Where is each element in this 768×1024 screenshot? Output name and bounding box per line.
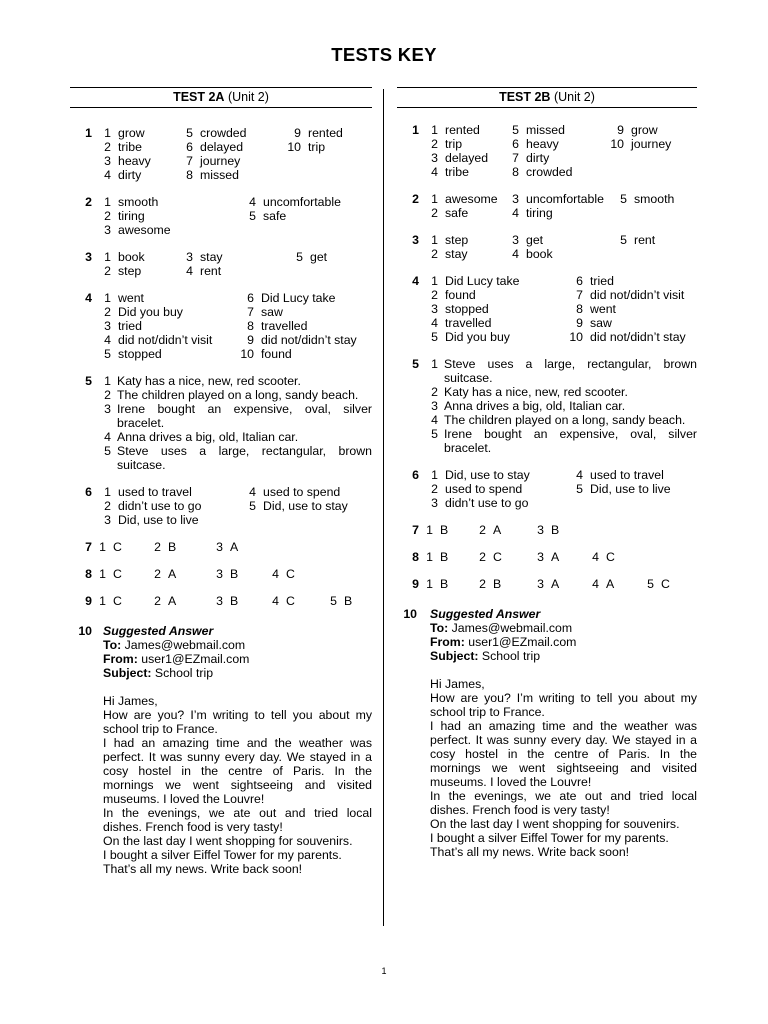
- item-number: 4: [431, 165, 438, 179]
- question-number: 4: [412, 274, 419, 288]
- item-number: 4: [249, 485, 256, 499]
- item-number: 2: [154, 540, 161, 554]
- answer: rented: [445, 123, 480, 137]
- suggested-answer-label: Suggested Answer: [103, 624, 214, 638]
- suggested-answer-label: Suggested Answer: [430, 607, 541, 621]
- question-number: 5: [85, 374, 92, 388]
- item-number: 2: [104, 499, 111, 513]
- answer: C: [286, 567, 295, 581]
- to-label: To:: [103, 638, 122, 652]
- item-number: 4: [249, 195, 256, 209]
- question-number: 3: [85, 250, 92, 264]
- question-number: 7: [85, 540, 92, 554]
- to-value: James@webmail.com: [121, 638, 246, 652]
- test-2b-q1: [397, 123, 697, 179]
- item-number: 1: [431, 357, 438, 371]
- answer: Anna drives a big, old, Italian car.: [117, 430, 299, 444]
- item-number: 3: [537, 550, 544, 564]
- item-number: 2: [104, 305, 111, 319]
- answer: B: [168, 540, 177, 554]
- test-2a-q2: [70, 195, 372, 237]
- item-number: 2: [479, 523, 486, 537]
- answer: get: [310, 250, 328, 264]
- answer: missed: [200, 168, 239, 182]
- item-number: 6: [512, 137, 519, 151]
- column-divider: [383, 89, 384, 926]
- item-number: 8: [247, 319, 254, 333]
- answer: trip: [445, 137, 463, 151]
- test-2a-heading-bold: TEST 2A: [173, 90, 225, 104]
- item-number: 5: [431, 427, 438, 441]
- answer: A: [606, 577, 615, 591]
- item-number: 10: [610, 137, 624, 151]
- answer: Did, use to live: [118, 513, 199, 527]
- item-number: 2: [431, 482, 438, 496]
- answer: step: [445, 233, 469, 247]
- item-number: 7: [512, 151, 519, 165]
- answer: safe: [263, 209, 287, 223]
- test-2a-q6: [70, 485, 372, 527]
- answer: awesome: [445, 192, 498, 206]
- answer: found: [261, 347, 292, 361]
- item-number: 5: [330, 594, 337, 608]
- test-2a-q5: [70, 374, 372, 472]
- test-2b-q7: [397, 523, 697, 537]
- answer: get: [526, 233, 544, 247]
- answer: B: [440, 577, 449, 591]
- answer: safe: [445, 206, 469, 220]
- answer: Steve uses a large, rectangular, brown suitcase.: [117, 444, 372, 472]
- answer: Did, use to stay: [445, 468, 530, 482]
- item-number: 6: [576, 274, 583, 288]
- question-number: 3: [412, 233, 419, 247]
- answer: rent: [634, 233, 656, 247]
- item-number: 3: [104, 513, 111, 527]
- answer: C: [493, 550, 502, 564]
- item-number: 7: [186, 154, 193, 168]
- item-number: 1: [431, 192, 438, 206]
- answer: dirty: [526, 151, 550, 165]
- item-number: 3: [186, 250, 193, 264]
- item-number: 1: [104, 126, 111, 140]
- answer: stopped: [445, 302, 489, 316]
- item-number: 9: [576, 316, 583, 330]
- answer: B: [344, 594, 353, 608]
- item-number: 1: [431, 123, 438, 137]
- answer: uncomfortable: [526, 192, 604, 206]
- item-number: 4: [272, 594, 279, 608]
- answer: C: [606, 550, 615, 564]
- answer: stopped: [118, 347, 162, 361]
- item-number: 4: [186, 264, 193, 278]
- test-2a-q1: [70, 126, 372, 182]
- item-number: 4: [104, 333, 111, 347]
- answer: tribe: [445, 165, 469, 179]
- question-number: 5: [412, 357, 419, 371]
- item-number: 1: [104, 250, 111, 264]
- answer: Did Lucy take: [261, 291, 336, 305]
- letter-paragraph: On the last day I went shopping for souvenirs.: [103, 834, 353, 848]
- item-number: 2: [479, 550, 486, 564]
- item-number: 3: [431, 399, 438, 413]
- test-2b-q4: [397, 274, 697, 344]
- item-number: 3: [537, 523, 544, 537]
- question-number: 8: [85, 567, 92, 581]
- item-number: 5: [186, 126, 193, 140]
- item-number: 3: [431, 302, 438, 316]
- from-label: From:: [103, 652, 138, 666]
- item-number: 5: [512, 123, 519, 137]
- answer: grow: [118, 126, 145, 140]
- test-2a-q7: [70, 540, 372, 554]
- subject-label: Subject:: [103, 666, 152, 680]
- item-number: 1: [426, 523, 433, 537]
- answer: A: [493, 523, 502, 537]
- answer: tried: [118, 319, 142, 333]
- test-2a-column: [70, 87, 372, 876]
- question-number: 6: [412, 468, 419, 482]
- letter-paragraph: How are you? I’m writing to tell you about my school trip to France.: [103, 708, 372, 736]
- item-number: 2: [104, 264, 111, 278]
- answer: Did you buy: [445, 330, 510, 344]
- answer: C: [286, 594, 295, 608]
- item-number: 3: [512, 192, 519, 206]
- answer: did not/didn’t visit: [118, 333, 213, 347]
- test-2a-q3: [70, 250, 372, 278]
- answer: Did, use to stay: [263, 499, 348, 513]
- answer: went: [590, 302, 616, 316]
- answer: rent: [200, 264, 222, 278]
- test-2b-q9: [397, 577, 697, 591]
- letter-paragraph: I bought a silver Eiffel Tower for my parents.: [103, 848, 342, 862]
- answer: tiring: [526, 206, 553, 220]
- test-2a-q10: [70, 624, 372, 876]
- test-2b-heading-bold: TEST 2B: [499, 90, 551, 104]
- answer: didn’t use to go: [118, 499, 202, 513]
- answer: crowded: [526, 165, 573, 179]
- from-label: From:: [430, 635, 465, 649]
- answer: saw: [590, 316, 612, 330]
- letter-paragraph: I had an amazing time and the weather was perfect. It was sunny every day. We stayed in a cosy hostel in the centre of Paris. In the mornings we went sightseeing and visited museums. I loved the Louvre!: [103, 736, 372, 806]
- item-number: 9: [247, 333, 254, 347]
- item-number: 1: [104, 195, 111, 209]
- item-number: 4: [512, 206, 519, 220]
- answer: A: [551, 550, 560, 564]
- item-number: 8: [576, 302, 583, 316]
- from-value: user1@EZmail.com: [464, 635, 577, 649]
- answer: did not/didn’t visit: [590, 288, 685, 302]
- answer: did not/didn’t stay: [590, 330, 686, 344]
- answer: Did, use to live: [590, 482, 671, 496]
- question-number: 9: [85, 594, 92, 608]
- letter-body: [103, 694, 372, 876]
- item-number: 2: [431, 385, 438, 399]
- answer: did not/didn’t stay: [261, 333, 357, 347]
- item-number: 9: [294, 126, 301, 140]
- item-number: 2: [431, 206, 438, 220]
- answer: missed: [526, 123, 565, 137]
- item-number: 1: [99, 594, 106, 608]
- answer: used to travel: [590, 468, 664, 482]
- answer: delayed: [200, 140, 244, 154]
- item-number: 3: [512, 233, 519, 247]
- item-number: 5: [249, 499, 256, 513]
- answer: journey: [631, 137, 672, 151]
- item-number: 2: [431, 288, 438, 302]
- letter-paragraph: In the evenings, we ate out and tried local dishes. French food is very tasty!: [103, 806, 372, 834]
- question-number: 2: [85, 195, 92, 209]
- letter-greeting: Hi James,: [430, 677, 485, 691]
- letter-paragraph: How are you? I’m writing to tell you about my school trip to France.: [430, 691, 697, 719]
- item-number: 3: [104, 402, 111, 416]
- item-number: 7: [247, 305, 254, 319]
- item-number: 3: [104, 223, 111, 237]
- answer: tribe: [118, 140, 142, 154]
- item-number: 2: [154, 594, 161, 608]
- item-number: 2: [154, 567, 161, 581]
- item-number: 8: [512, 165, 519, 179]
- answer: rented: [308, 126, 343, 140]
- answer: tried: [590, 274, 614, 288]
- answer: Anna drives a big, old, Italian car.: [444, 399, 626, 413]
- test-2a-heading: [70, 87, 372, 108]
- item-number: 1: [104, 291, 111, 305]
- subject-value: School trip: [151, 666, 214, 680]
- answer: stay: [200, 250, 223, 264]
- answer: found: [445, 288, 476, 302]
- answer: book: [118, 250, 145, 264]
- item-number: 3: [216, 594, 223, 608]
- answer: smooth: [634, 192, 675, 206]
- item-number: 3: [431, 151, 438, 165]
- item-number: 2: [104, 209, 111, 223]
- answer: dirty: [118, 168, 142, 182]
- item-number: 5: [431, 330, 438, 344]
- answer: A: [168, 594, 177, 608]
- answer: grow: [631, 123, 658, 137]
- answer: A: [551, 577, 560, 591]
- answer: used to travel: [118, 485, 192, 499]
- item-number: 2: [104, 388, 111, 402]
- item-number: 1: [99, 567, 106, 581]
- item-number: 5: [576, 482, 583, 496]
- answer: saw: [261, 305, 283, 319]
- answer: Katy has a nice, new, red scooter.: [117, 374, 301, 388]
- answer: C: [113, 594, 122, 608]
- answer: B: [551, 523, 560, 537]
- item-number: 2: [431, 247, 438, 261]
- letter-body: [430, 677, 697, 859]
- item-number: 1: [99, 540, 106, 554]
- page-title: TESTS KEY: [331, 44, 437, 65]
- item-number: 4: [431, 316, 438, 330]
- answer: didn’t use to go: [445, 496, 529, 510]
- item-number: 5: [249, 209, 256, 223]
- test-2b-q8: [397, 550, 697, 564]
- question-number: 8: [412, 550, 419, 564]
- item-number: 1: [426, 550, 433, 564]
- answer: went: [118, 291, 144, 305]
- item-number: 8: [186, 168, 193, 182]
- answer: B: [230, 567, 239, 581]
- answer: Steve uses a large, rectangular, brown suitcase.: [444, 357, 697, 385]
- item-number: 6: [186, 140, 193, 154]
- answer: C: [661, 577, 670, 591]
- letter-paragraph: I bought a silver Eiffel Tower for my parents.: [430, 831, 669, 845]
- answer: awesome: [118, 223, 171, 237]
- answer: heavy: [118, 154, 151, 168]
- question-number: 9: [412, 577, 419, 591]
- answer: used to spend: [445, 482, 523, 496]
- answer: A: [168, 567, 177, 581]
- item-number: 4: [104, 430, 111, 444]
- item-number: 1: [104, 485, 111, 499]
- question-number: 7: [412, 523, 419, 537]
- question-number: 10: [403, 607, 417, 621]
- item-number: 10: [569, 330, 583, 344]
- answer: delayed: [445, 151, 489, 165]
- item-number: 1: [431, 468, 438, 482]
- item-number: 3: [216, 540, 223, 554]
- answer: B: [230, 594, 239, 608]
- answer: B: [440, 523, 449, 537]
- answer: Katy has a nice, new, red scooter.: [444, 385, 628, 399]
- test-2b-q5: [397, 357, 697, 455]
- item-number: 3: [537, 577, 544, 591]
- answer: tiring: [118, 209, 145, 223]
- answer: A: [230, 540, 239, 554]
- answer: step: [118, 264, 142, 278]
- item-number: 1: [426, 577, 433, 591]
- test-2a-q9: [70, 594, 372, 608]
- answer: travelled: [445, 316, 492, 330]
- item-number: 2: [104, 140, 111, 154]
- answer: B: [440, 550, 449, 564]
- item-number: 1: [431, 233, 438, 247]
- question-number: 1: [85, 126, 92, 140]
- letter-paragraph: That’s all my news. Write back soon!: [103, 862, 303, 876]
- item-number: 6: [247, 291, 254, 305]
- item-number: 4: [104, 168, 111, 182]
- item-number: 5: [104, 347, 111, 361]
- item-number: 2: [431, 137, 438, 151]
- answer: C: [113, 540, 122, 554]
- answer: Did you buy: [118, 305, 183, 319]
- answer: journey: [200, 154, 241, 168]
- item-number: 5: [620, 192, 627, 206]
- test-2b-heading-unit: (Unit 2): [550, 90, 595, 104]
- item-number: 1: [104, 374, 111, 388]
- item-number: 10: [240, 347, 254, 361]
- item-number: 4: [431, 413, 438, 427]
- item-number: 4: [592, 577, 599, 591]
- test-2b-q6: [397, 468, 697, 510]
- answer: C: [113, 567, 122, 581]
- item-number: 3: [104, 154, 111, 168]
- answer: The children played on a long, sandy beach.: [444, 413, 686, 427]
- test-2a-heading-unit: (Unit 2): [224, 90, 269, 104]
- question-number: 1: [412, 123, 419, 137]
- letter-paragraph: That’s all my news. Write back soon!: [430, 845, 630, 859]
- item-number: 2: [479, 577, 486, 591]
- answer: book: [526, 247, 553, 261]
- answer: travelled: [261, 319, 308, 333]
- answer: B: [493, 577, 502, 591]
- question-number: 10: [78, 624, 92, 638]
- item-number: 5: [647, 577, 654, 591]
- page-number: 1: [381, 966, 387, 976]
- answer: smooth: [118, 195, 159, 209]
- letter-paragraph: I had an amazing time and the weather was perfect. It was sunny every day. We stayed in a cosy hostel in the centre of Paris. In the mornings we went sightseeing and visited museums. I loved the Louvre!: [430, 719, 697, 789]
- subject-value: School trip: [478, 649, 541, 663]
- item-number: 4: [592, 550, 599, 564]
- letter-paragraph: On the last day I went shopping for souvenirs.: [430, 817, 680, 831]
- test-2b-q10: [397, 607, 697, 859]
- test-2b-q3: [397, 233, 697, 261]
- test-2b-column: [397, 87, 697, 859]
- test-2b-q2: [397, 192, 697, 220]
- answer: stay: [445, 247, 468, 261]
- item-number: 4: [576, 468, 583, 482]
- letter-greeting: Hi James,: [103, 694, 158, 708]
- letter-paragraph: In the evenings, we ate out and tried local dishes. French food is very tasty!: [430, 789, 697, 817]
- to-value: James@webmail.com: [448, 621, 573, 635]
- answer: crowded: [200, 126, 247, 140]
- item-number: 1: [431, 274, 438, 288]
- test-2a-q4: [70, 291, 372, 361]
- item-number: 10: [287, 140, 301, 154]
- item-number: 4: [512, 247, 519, 261]
- answer: Irene bought an expensive, oval, silver bracelet.: [117, 402, 372, 430]
- answer: used to spend: [263, 485, 341, 499]
- question-number: 2: [412, 192, 419, 206]
- answer: heavy: [526, 137, 559, 151]
- item-number: 5: [104, 444, 111, 458]
- answer: uncomfortable: [263, 195, 341, 209]
- answer: Did Lucy take: [445, 274, 520, 288]
- item-number: 3: [104, 319, 111, 333]
- item-number: 5: [296, 250, 303, 264]
- answer: trip: [308, 140, 326, 154]
- test-2a-q8: [70, 567, 372, 581]
- item-number: 3: [216, 567, 223, 581]
- answer: Irene bought an expensive, oval, silver bracelet.: [444, 427, 697, 455]
- question-number: 6: [85, 485, 92, 499]
- test-2b-heading: [397, 87, 697, 108]
- question-number: 4: [85, 291, 92, 305]
- item-number: 4: [272, 567, 279, 581]
- to-label: To:: [430, 621, 449, 635]
- answer: The children played on a long, sandy beach.: [117, 388, 359, 402]
- from-value: user1@EZmail.com: [137, 652, 250, 666]
- item-number: 3: [431, 496, 438, 510]
- subject-label: Subject:: [430, 649, 479, 663]
- item-number: 5: [620, 233, 627, 247]
- item-number: 9: [617, 123, 624, 137]
- item-number: 7: [576, 288, 583, 302]
